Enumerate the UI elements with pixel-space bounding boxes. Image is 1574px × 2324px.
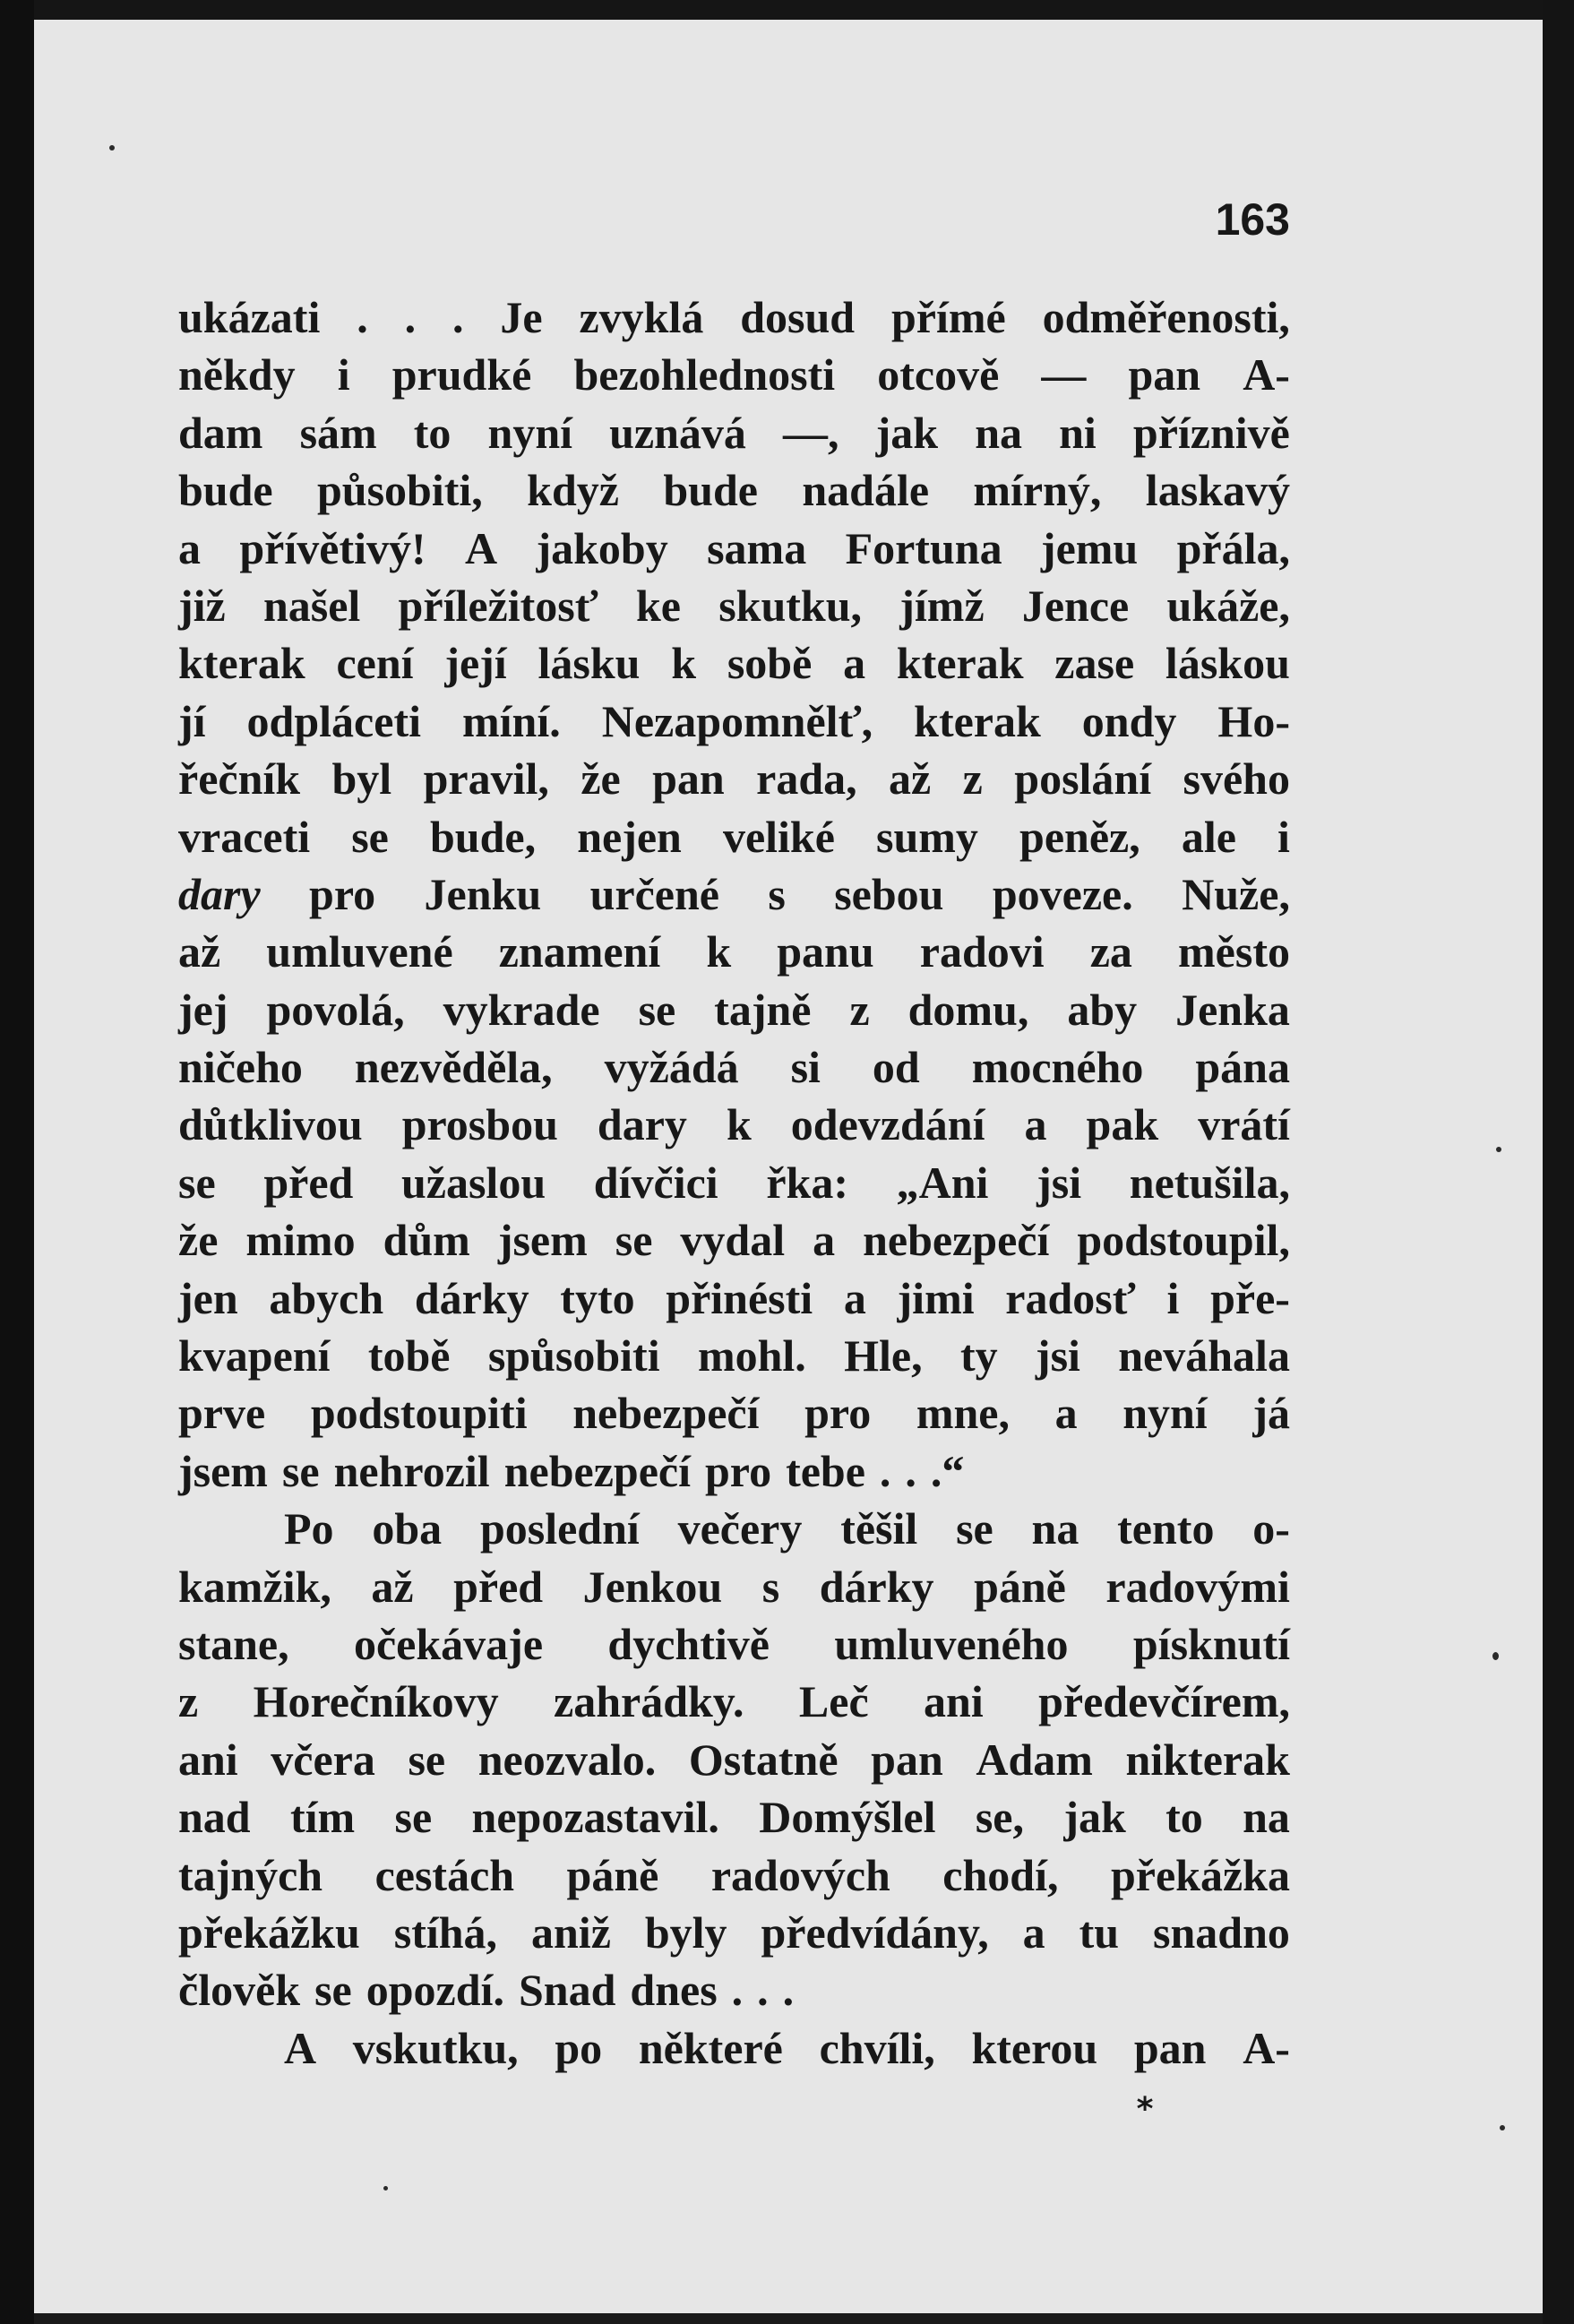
text-line xyxy=(178,577,1290,634)
text-line xyxy=(178,923,1290,980)
word: podstoupil, xyxy=(1077,1215,1290,1266)
word: . xyxy=(782,1965,795,2016)
word: Fortuna xyxy=(845,522,1002,573)
word: cení xyxy=(336,638,414,689)
word: s xyxy=(768,868,786,919)
word: si xyxy=(790,1042,821,1093)
word: Ho- xyxy=(1217,695,1290,746)
word: neváhala xyxy=(1118,1330,1290,1381)
text-line xyxy=(178,288,1290,346)
word: očekávaje xyxy=(353,1618,544,1669)
word: sumy xyxy=(876,811,978,862)
word: dary xyxy=(178,868,261,919)
word: dívčici xyxy=(593,1157,718,1208)
word: . xyxy=(731,1965,744,2016)
word: překážku xyxy=(178,1907,360,1958)
word: nikterak xyxy=(1125,1734,1290,1785)
word: Nuže, xyxy=(1182,868,1290,919)
word: aby xyxy=(1067,984,1138,1035)
word: pře- xyxy=(1210,1272,1290,1323)
word: kterak xyxy=(914,695,1041,746)
word: jsi xyxy=(1035,1330,1080,1381)
text-line xyxy=(178,1211,1290,1269)
word: ale xyxy=(1181,811,1236,862)
word: jsem xyxy=(178,1445,268,1496)
text-line xyxy=(178,1327,1290,1384)
word: k xyxy=(706,926,732,977)
word: a xyxy=(178,522,201,573)
word: kterak xyxy=(896,638,1024,689)
word: tajných xyxy=(178,1849,323,1900)
word: jimi xyxy=(897,1272,975,1323)
word: určené xyxy=(589,868,719,919)
word: A- xyxy=(1243,2022,1290,2073)
word: písknutí xyxy=(1132,1618,1290,1669)
word: pána xyxy=(1195,1042,1290,1093)
word: ukáže, xyxy=(1166,580,1290,631)
word: jí xyxy=(178,695,206,746)
word: prudké xyxy=(391,349,532,400)
word: to xyxy=(1165,1792,1203,1843)
word: jsi xyxy=(1036,1157,1082,1208)
word: ty xyxy=(959,1330,998,1381)
word: prosbou xyxy=(401,1099,558,1150)
word: se xyxy=(281,1445,320,1496)
word: užaslou xyxy=(400,1157,546,1208)
word: Ostatně xyxy=(688,1734,839,1785)
word: nehrozil xyxy=(333,1445,490,1496)
word: pan xyxy=(1128,349,1201,400)
word: vyžádá xyxy=(604,1042,739,1093)
word: stíhá, xyxy=(393,1907,498,1958)
word: mírný, xyxy=(973,465,1102,516)
word: tento xyxy=(1117,1503,1215,1554)
word: nezvěděla, xyxy=(354,1042,553,1093)
word: nebezpečí xyxy=(503,1445,691,1496)
scan-speck xyxy=(1492,1652,1499,1660)
word: její xyxy=(444,638,507,689)
word: radovi xyxy=(919,926,1045,977)
word: ke xyxy=(635,580,681,631)
word: bude xyxy=(178,465,273,516)
word: ni xyxy=(1059,407,1097,458)
word: že xyxy=(178,1215,219,1266)
scan-speck xyxy=(109,145,115,151)
word: i xyxy=(1277,811,1290,862)
word: páně xyxy=(566,1849,659,1900)
word: kterak xyxy=(178,638,305,689)
word: ani xyxy=(924,1676,984,1727)
word: znamení xyxy=(498,926,661,977)
word: nepozastavil. xyxy=(471,1792,719,1843)
word: umluveného xyxy=(834,1618,1069,1669)
word: někdy xyxy=(178,349,296,400)
word: nad xyxy=(178,1792,251,1843)
word: i xyxy=(337,349,350,400)
word: pro xyxy=(704,1445,772,1496)
word: panu xyxy=(777,926,874,977)
word: jak xyxy=(1063,1792,1126,1843)
word: kvapení xyxy=(178,1330,331,1381)
word: jej xyxy=(178,984,228,1035)
word: to xyxy=(413,407,452,458)
word: radovými xyxy=(1105,1561,1290,1612)
word: povolá, xyxy=(266,984,405,1035)
word: stane, xyxy=(178,1618,289,1669)
word: od xyxy=(872,1042,920,1093)
word: až xyxy=(889,753,932,805)
text-line xyxy=(178,808,1290,865)
word: vrátí xyxy=(1198,1099,1290,1150)
word: nejen xyxy=(577,811,682,862)
body-text xyxy=(178,288,1290,2077)
word: na xyxy=(975,407,1022,458)
word: až xyxy=(371,1561,414,1612)
word: spůsobiti xyxy=(487,1330,660,1381)
word: byl xyxy=(331,753,392,805)
word: vykrade xyxy=(443,984,600,1035)
word: pro xyxy=(804,1388,872,1439)
word: jak xyxy=(875,407,939,458)
word: sebou xyxy=(834,868,944,919)
text-line xyxy=(178,346,1290,403)
text-line xyxy=(178,865,1290,923)
word: tebe xyxy=(786,1445,865,1496)
word: mne, xyxy=(916,1388,1010,1439)
word: jen xyxy=(178,1272,238,1323)
word: domu, xyxy=(907,984,1029,1035)
word: odpláceti xyxy=(246,695,421,746)
word: vraceti xyxy=(178,811,311,862)
word: ani xyxy=(178,1734,238,1785)
word: chvíli, xyxy=(819,2022,935,2073)
word: vskutku, xyxy=(352,2022,519,2073)
word: z xyxy=(962,753,983,805)
word: . xyxy=(452,292,464,342)
word: Snad xyxy=(518,1965,616,2016)
word: Nezapomnělť, xyxy=(601,695,873,746)
word: radových xyxy=(710,1849,890,1900)
scan-right-edge xyxy=(1543,0,1574,2324)
word: již xyxy=(178,580,226,631)
word: nebezpečí xyxy=(863,1215,1050,1266)
word: nyní xyxy=(487,407,573,458)
word: skutku, xyxy=(718,580,863,631)
word: .“ xyxy=(930,1445,965,1496)
signature-mark: * xyxy=(1136,2091,1154,2128)
word: ondy xyxy=(1081,695,1177,746)
word: zase xyxy=(1054,638,1135,689)
word: radosť xyxy=(1005,1272,1136,1323)
word: když xyxy=(527,465,619,516)
word: kterou xyxy=(971,2022,1098,2073)
word: snadno xyxy=(1153,1907,1290,1958)
word: — xyxy=(1041,349,1087,400)
word: bezohlednosti xyxy=(573,349,836,400)
scan-left-edge xyxy=(0,0,34,2324)
text-line xyxy=(178,1442,1290,1500)
word: působiti, xyxy=(316,465,483,516)
text-line xyxy=(178,2019,1290,2077)
word: . xyxy=(905,1445,916,1496)
word: jemu xyxy=(1040,522,1139,573)
word: poslání xyxy=(1014,753,1152,805)
word: poveze. xyxy=(992,868,1133,919)
scan-top-edge xyxy=(0,0,1574,20)
word: dychtivě xyxy=(607,1618,770,1669)
text-line xyxy=(178,750,1290,807)
word: k xyxy=(726,1099,752,1150)
word: tyto xyxy=(560,1272,635,1323)
word: peněz, xyxy=(1019,811,1140,862)
word: příznivě xyxy=(1132,407,1290,458)
word: —, xyxy=(783,407,839,458)
word: s xyxy=(761,1561,780,1612)
word: Leč xyxy=(798,1676,869,1727)
text-line xyxy=(178,404,1290,461)
word: Po xyxy=(284,1503,334,1554)
word: že xyxy=(581,753,621,805)
word: přinésti xyxy=(666,1272,813,1323)
word: tobě xyxy=(367,1330,451,1381)
scan-speck xyxy=(1496,1147,1501,1152)
word: bude, xyxy=(429,811,537,862)
word: se xyxy=(638,984,676,1035)
text-line xyxy=(178,981,1290,1038)
word: Domýšlel xyxy=(759,1792,936,1843)
text-line xyxy=(178,693,1290,750)
word: se, xyxy=(975,1792,1024,1843)
word: pak xyxy=(1086,1099,1159,1150)
word: Jenku xyxy=(424,868,542,919)
text-line xyxy=(178,1788,1290,1846)
book-page xyxy=(34,20,1543,2313)
word: předevčírem, xyxy=(1038,1676,1290,1727)
word: se xyxy=(394,1792,433,1843)
word: mocného xyxy=(971,1042,1144,1093)
word: odevzdání xyxy=(790,1099,985,1150)
word: město xyxy=(1178,926,1290,977)
page-number: 163 xyxy=(1215,194,1290,245)
word: a xyxy=(1022,1907,1045,1958)
word: „Ani xyxy=(896,1157,989,1208)
word: Jenkou xyxy=(582,1561,723,1612)
scan-speck xyxy=(1500,2125,1505,2130)
word: dosud xyxy=(740,292,856,342)
word: . xyxy=(879,1445,891,1496)
word: sama xyxy=(707,522,807,573)
text-line xyxy=(178,1904,1290,1961)
word: netušila, xyxy=(1129,1157,1290,1208)
word: uznává xyxy=(609,407,746,458)
word: prve xyxy=(178,1388,266,1439)
word: A- xyxy=(1243,349,1290,400)
word: se xyxy=(178,1157,216,1208)
word: Adam xyxy=(976,1734,1093,1785)
text-line xyxy=(178,1500,1290,1557)
word: mimo xyxy=(245,1215,356,1266)
word: jsem xyxy=(497,1215,588,1266)
scan-speck xyxy=(383,2186,388,2191)
word: přála, xyxy=(1176,522,1290,573)
word: večery xyxy=(677,1503,803,1554)
word: umluvené xyxy=(266,926,453,977)
text-line xyxy=(178,1096,1290,1153)
word: . xyxy=(757,1965,769,2016)
word: řka: xyxy=(766,1157,848,1208)
text-line xyxy=(178,461,1290,519)
word: vydal xyxy=(680,1215,786,1266)
word: chodí, xyxy=(942,1849,1059,1900)
word: bude xyxy=(663,465,758,516)
word: Jenka xyxy=(1175,984,1290,1035)
word: veliké xyxy=(722,811,835,862)
word: odměřenosti, xyxy=(1042,292,1290,342)
word: i xyxy=(1166,1272,1180,1323)
word: A xyxy=(284,2022,317,2073)
word: dárky xyxy=(414,1272,529,1323)
word: řečník xyxy=(178,753,301,805)
word: nyní xyxy=(1122,1388,1208,1439)
text-line xyxy=(178,1846,1290,1904)
word: tím xyxy=(289,1792,356,1843)
word: páně xyxy=(974,1561,1066,1612)
word: a xyxy=(813,1215,836,1266)
text-line xyxy=(178,1961,1290,2018)
word: zvyklá xyxy=(579,292,704,342)
text-line xyxy=(178,1673,1290,1730)
word: poslední xyxy=(479,1503,640,1554)
word: předvídány, xyxy=(761,1907,989,1958)
word: na xyxy=(1243,1792,1290,1843)
word: otcově xyxy=(877,349,1000,400)
word: . xyxy=(357,292,368,342)
word: cestách xyxy=(374,1849,515,1900)
word: z xyxy=(178,1676,199,1727)
word: před xyxy=(263,1157,354,1208)
word: na xyxy=(1031,1503,1079,1554)
word: před xyxy=(453,1561,544,1612)
text-line xyxy=(178,1731,1290,1788)
word: člověk xyxy=(178,1965,301,2016)
word: dary xyxy=(597,1099,687,1150)
word: o- xyxy=(1252,1503,1290,1554)
text-line xyxy=(178,1154,1290,1211)
text-line xyxy=(178,1038,1290,1096)
word: a xyxy=(1054,1388,1078,1439)
word: včera xyxy=(271,1734,375,1785)
word: sám xyxy=(299,407,377,458)
word: . xyxy=(404,292,417,342)
word: dnes xyxy=(630,1965,718,2016)
word: já xyxy=(1252,1388,1290,1439)
word: přívětivý! xyxy=(239,522,426,573)
word: pan xyxy=(1133,2022,1207,2073)
word: po xyxy=(555,2022,603,2073)
word: jímž xyxy=(899,580,985,631)
word: nebezpečí xyxy=(572,1388,760,1439)
word: a xyxy=(1024,1099,1047,1150)
text-line xyxy=(178,1270,1290,1327)
word: se xyxy=(956,1503,993,1554)
word: dárky xyxy=(819,1561,934,1612)
word: tajně xyxy=(714,984,812,1035)
word: příležitosť xyxy=(398,580,598,631)
text-line xyxy=(178,1615,1290,1673)
word: rada, xyxy=(756,753,857,805)
word: Hle, xyxy=(844,1330,923,1381)
word: za xyxy=(1089,926,1132,977)
text-line xyxy=(178,520,1290,577)
word: opozdí. xyxy=(366,1965,504,2016)
word: Horečníkovy xyxy=(253,1676,499,1727)
word: a xyxy=(843,638,866,689)
word: abych xyxy=(269,1272,384,1323)
word: těšil xyxy=(840,1503,918,1554)
word: našel xyxy=(262,580,361,631)
word: k xyxy=(671,638,697,689)
word: a xyxy=(843,1272,866,1323)
word: sobě xyxy=(727,638,813,689)
word: překážka xyxy=(1110,1849,1290,1900)
word: z xyxy=(849,984,870,1035)
word: nadále xyxy=(802,465,930,516)
word: neozvalo. xyxy=(477,1734,657,1785)
word: některé xyxy=(638,2022,783,2073)
word: míní. xyxy=(461,695,561,746)
word: láskou xyxy=(1165,638,1290,689)
word: pro xyxy=(309,868,376,919)
word: dům xyxy=(383,1215,470,1266)
word: se xyxy=(408,1734,446,1785)
word: svého xyxy=(1183,753,1290,805)
word: mohl. xyxy=(697,1330,806,1381)
word: přímé xyxy=(890,292,1006,342)
word: se xyxy=(314,1965,352,2016)
word: ničeho xyxy=(178,1042,303,1093)
word: se xyxy=(615,1215,653,1266)
word: podstoupiti xyxy=(310,1388,528,1439)
word: byly xyxy=(644,1907,727,1958)
word: A xyxy=(465,522,498,573)
word: lásku xyxy=(538,638,641,689)
text-line xyxy=(178,1558,1290,1615)
text-line xyxy=(178,1384,1290,1442)
word: kamžik, xyxy=(178,1561,331,1612)
word: dam xyxy=(178,407,263,458)
word: Jence xyxy=(1021,580,1130,631)
word: aniž xyxy=(531,1907,611,1958)
word: zahrádky. xyxy=(554,1676,744,1727)
word: laskavý xyxy=(1145,465,1290,516)
word: až xyxy=(178,926,221,977)
word: se xyxy=(351,811,389,862)
word: důtklivou xyxy=(178,1099,363,1150)
word: oba xyxy=(372,1503,443,1554)
word: pan xyxy=(871,1734,943,1785)
word: pravil, xyxy=(423,753,549,805)
word: pan xyxy=(652,753,725,805)
word: jakoby xyxy=(536,522,668,573)
word: Je xyxy=(500,292,543,342)
text-line xyxy=(178,634,1290,692)
word: ukázati xyxy=(178,292,321,342)
word: tu xyxy=(1079,1907,1120,1958)
